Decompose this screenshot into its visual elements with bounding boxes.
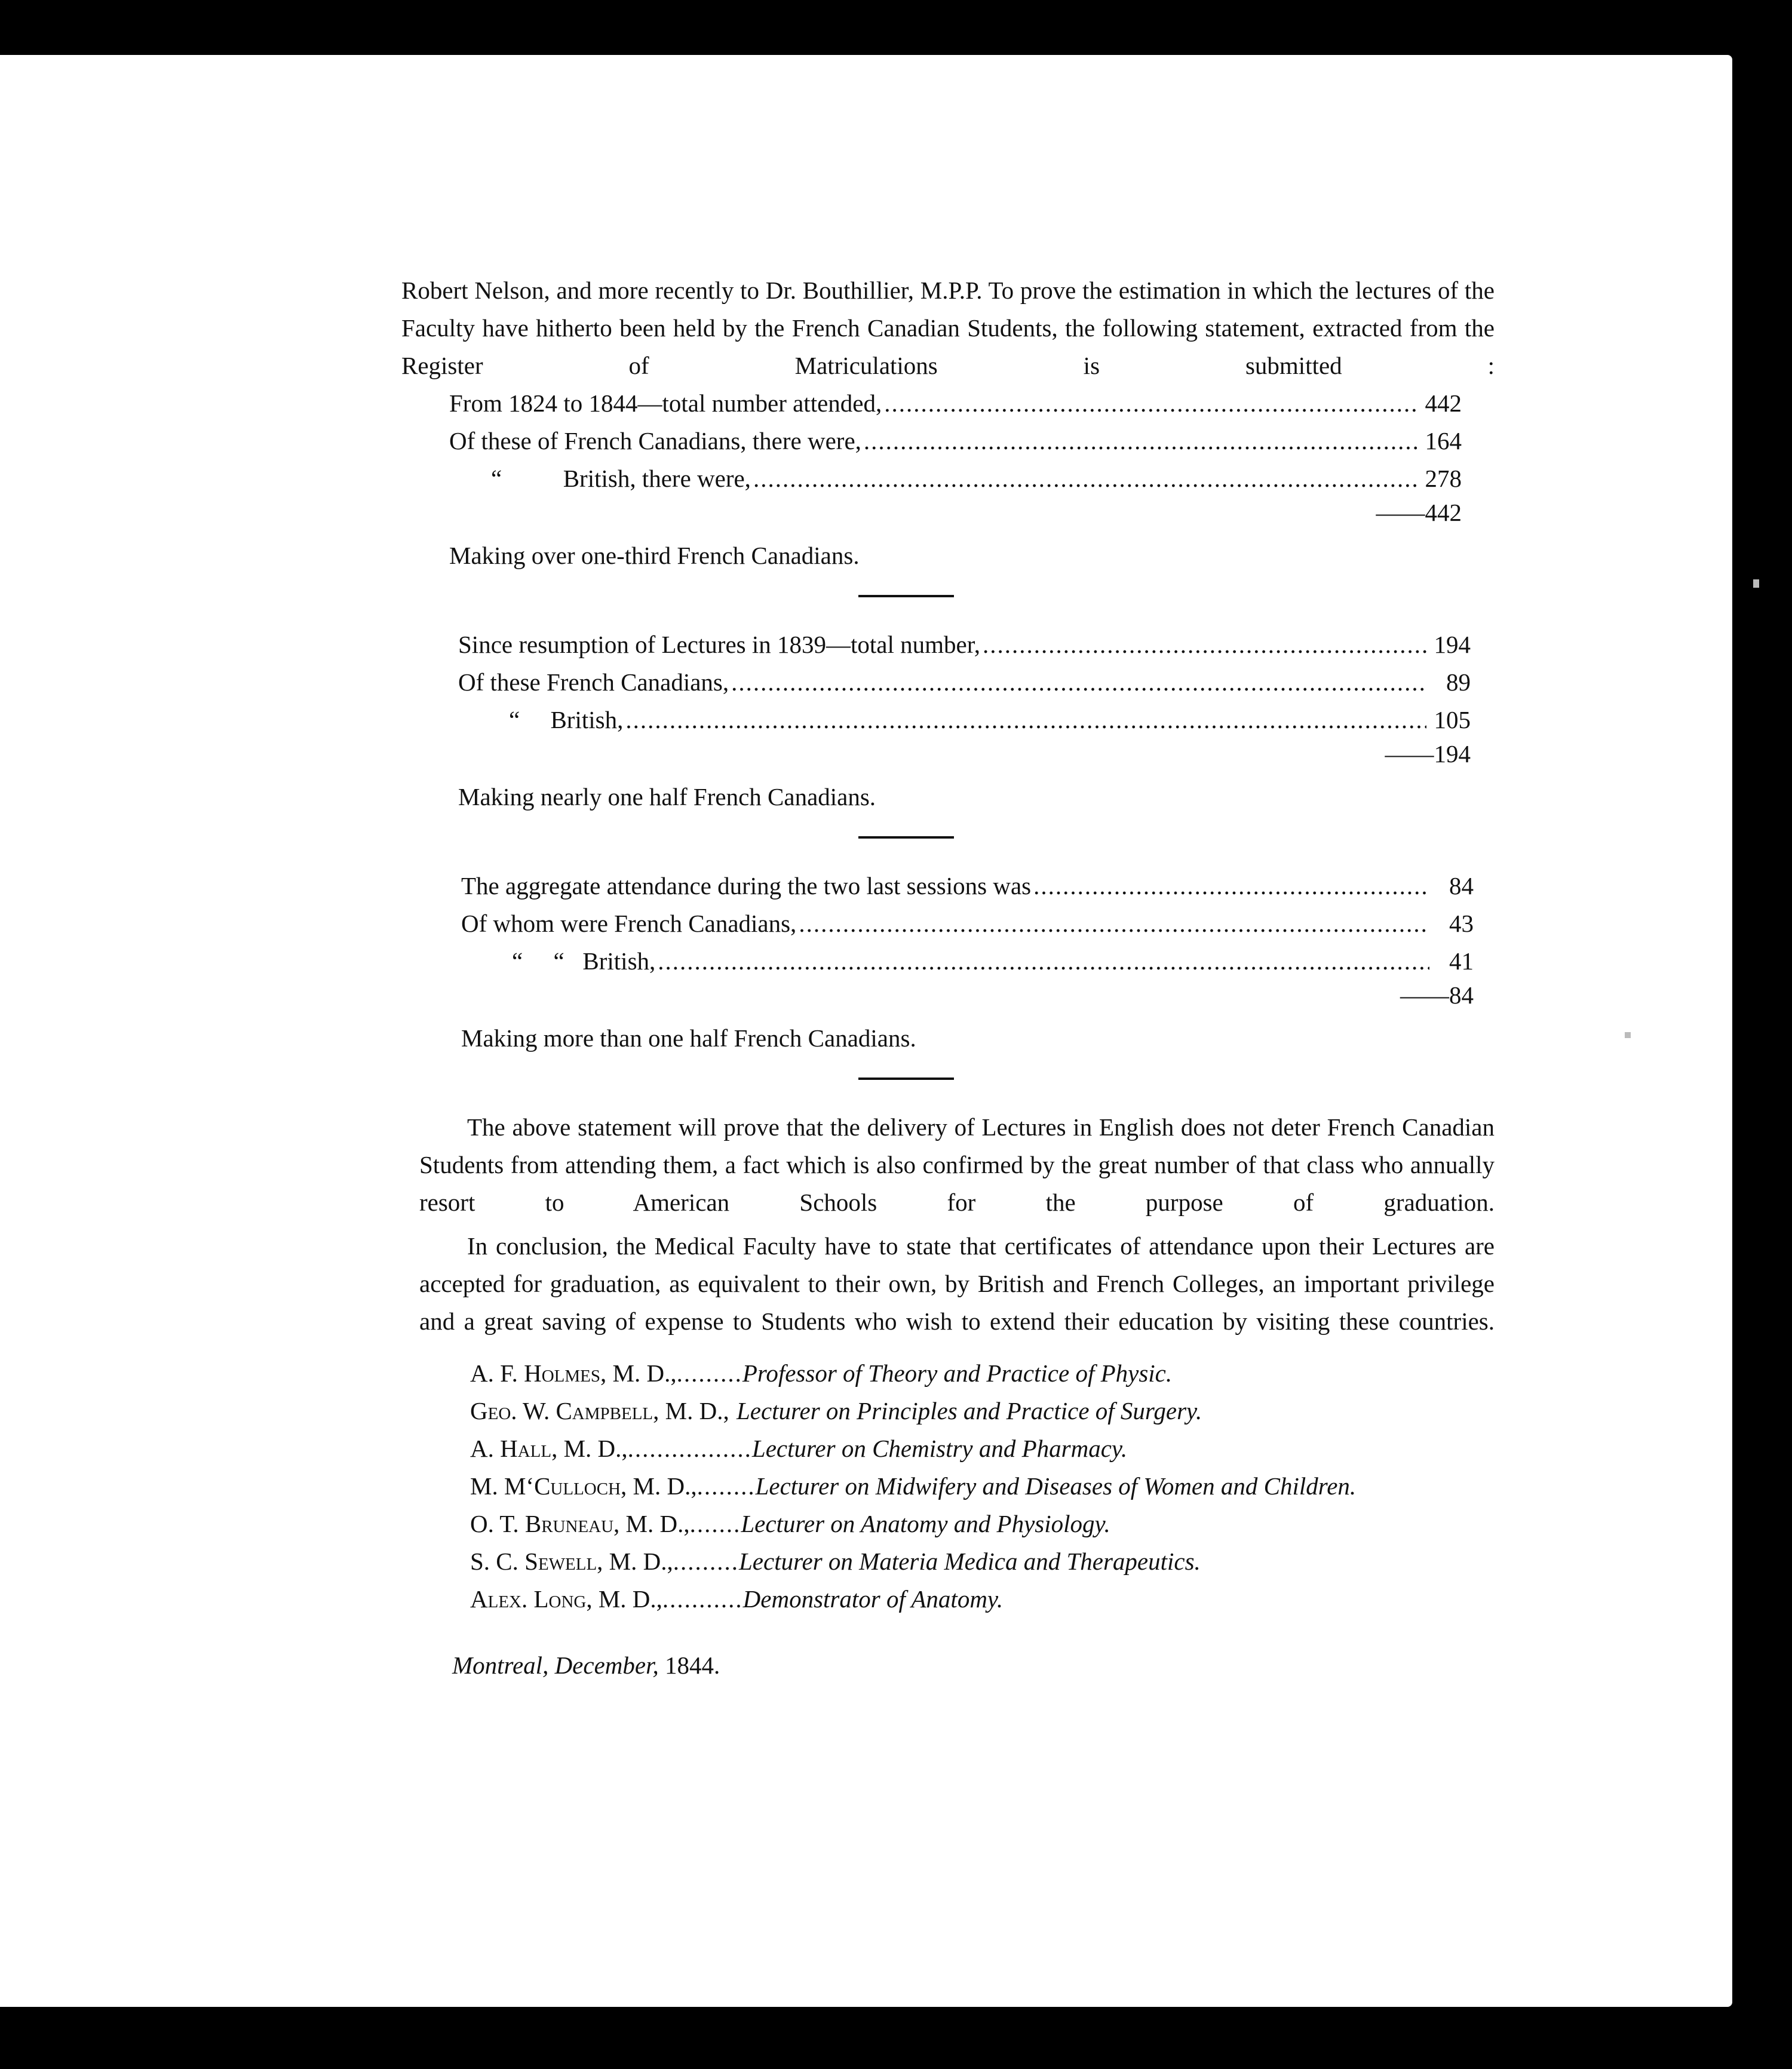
dot-leader: ....... bbox=[689, 1510, 741, 1537]
total-value: —— 84 bbox=[1400, 980, 1474, 1010]
row-value: 442 bbox=[1425, 389, 1462, 417]
row-label: The aggregate attendance during the two last sessions was bbox=[461, 872, 1032, 900]
signatory bbox=[470, 1430, 1495, 1468]
row-label: “ British, there were, bbox=[491, 465, 751, 492]
dot-leader bbox=[884, 385, 1417, 422]
table-total bbox=[458, 739, 1471, 769]
dot-leader: ................. bbox=[627, 1435, 752, 1462]
dateline-year: 1844. bbox=[665, 1651, 720, 1679]
signatory-name: S. C. Sewell, M. D., bbox=[470, 1548, 673, 1575]
section-divider bbox=[858, 1078, 954, 1080]
dateline bbox=[452, 1647, 1495, 1684]
signatory-title: Lecturer on Principles and Practice of Surgery. bbox=[736, 1397, 1202, 1425]
dot-leader bbox=[658, 943, 1429, 980]
table-total bbox=[449, 498, 1462, 527]
table-total bbox=[461, 980, 1474, 1010]
row-label: Of these French Canadians, bbox=[458, 668, 729, 696]
document-body bbox=[401, 272, 1495, 1684]
row-label: Of these of French Canadians, there were, bbox=[449, 427, 861, 455]
row-label: Of whom were French Canadians, bbox=[461, 910, 797, 937]
total-value: —— 194 bbox=[1385, 739, 1471, 769]
dot-leader bbox=[1033, 867, 1429, 905]
dot-leader bbox=[731, 664, 1426, 701]
signatory bbox=[470, 1392, 1495, 1430]
signatory-name: Alex. Long, M. D., bbox=[470, 1585, 662, 1613]
row-value: 105 bbox=[1434, 706, 1471, 733]
signatory-title: Lecturer on Materia Medica and Therapeutics. bbox=[739, 1548, 1201, 1575]
table-row bbox=[461, 867, 1474, 905]
body-paragraph: In conclusion, the Medical Faculty have to state that certificates of attendance upon their Lectures are accepted for graduation, as equivalent to their own, by British and French Colleges, an important privilege and a great saving of expense to Students who wish to extend their education by visiting these countries. bbox=[419, 1232, 1495, 1335]
section-divider bbox=[858, 595, 954, 597]
row-label: From 1824 to 1844—total number attended, bbox=[449, 389, 882, 417]
row-value: 278 bbox=[1425, 465, 1462, 492]
signatory-name: Geo. W. Campbell, M. D., bbox=[470, 1397, 729, 1425]
signatory bbox=[470, 1543, 1495, 1580]
opening-paragraph: Robert Nelson, and more recently to Dr. Bouthillier, M.P.P. To prove the estimation in which the lectures of the Faculty have hitherto been held by the French Canadian Students, the following statement, extracted from the Register of Matriculations is submitted : bbox=[401, 277, 1495, 379]
table-row bbox=[458, 626, 1471, 664]
table-row bbox=[461, 905, 1474, 943]
row-value: 43 bbox=[1449, 910, 1474, 937]
row-value: 41 bbox=[1449, 947, 1474, 975]
dot-leader: ......... bbox=[673, 1548, 739, 1575]
table-row bbox=[458, 664, 1471, 701]
dot-leader bbox=[799, 905, 1429, 943]
row-label: Since resumption of Lectures in 1839—total number, bbox=[458, 631, 980, 658]
row-label: “ British, bbox=[509, 706, 624, 733]
signatory-title: Demonstrator of Anatomy. bbox=[742, 1585, 1004, 1613]
row-label: “ “ British, bbox=[512, 947, 656, 975]
signatory bbox=[470, 1580, 1495, 1618]
signatory bbox=[470, 1505, 1495, 1543]
row-value: 194 bbox=[1434, 631, 1471, 658]
dot-leader: ........... bbox=[662, 1585, 743, 1613]
signatory bbox=[470, 1355, 1495, 1392]
signatory-title: Lecturer on Anatomy and Physiology. bbox=[741, 1510, 1110, 1537]
signatory bbox=[470, 1468, 1495, 1505]
signatory-title: Professor of Theory and Practice of Physic. bbox=[742, 1359, 1173, 1387]
table-row bbox=[449, 422, 1462, 460]
table-row bbox=[458, 701, 1471, 739]
attendance-table-1 bbox=[449, 385, 1462, 575]
dot-leader bbox=[625, 701, 1426, 739]
signatory-title: Lecturer on Chemistry and Pharmacy. bbox=[751, 1435, 1128, 1462]
dot-leader bbox=[729, 1392, 737, 1430]
table-row bbox=[449, 460, 1462, 498]
row-value: 89 bbox=[1446, 668, 1471, 696]
table-summary: Making nearly one half French Canadians. bbox=[458, 783, 876, 811]
table-summary: Making over one-third French Canadians. bbox=[449, 542, 860, 569]
attendance-table-3 bbox=[461, 867, 1474, 1057]
scan-speck bbox=[1753, 579, 1759, 588]
signatory-name: M. M‘Culloch, M. D., bbox=[470, 1472, 697, 1500]
table-summary: Making more than one half French Canadians. bbox=[461, 1024, 916, 1052]
signatory-name: O. T. Bruneau, M. D., bbox=[470, 1510, 690, 1537]
faculty-signatories bbox=[470, 1355, 1495, 1618]
table-row bbox=[449, 385, 1462, 422]
row-value: 84 bbox=[1449, 872, 1474, 900]
dot-leader bbox=[983, 626, 1426, 664]
signatory-name: A. Hall, M. D., bbox=[470, 1435, 628, 1462]
signatory-title: Lecturer on Midwifery and Diseases of Women and Children. bbox=[755, 1472, 1357, 1500]
attendance-table-2 bbox=[458, 626, 1471, 816]
dot-leader bbox=[864, 422, 1417, 460]
dot-leader: ........ bbox=[696, 1472, 756, 1500]
row-value: 164 bbox=[1425, 427, 1462, 455]
dot-leader: ......... bbox=[676, 1359, 742, 1387]
total-value: —— 442 bbox=[1376, 498, 1462, 527]
table-row bbox=[461, 943, 1474, 980]
dateline-place: Montreal, December, bbox=[452, 1651, 659, 1679]
signatory-name: A. F. Holmes, M. D., bbox=[470, 1359, 677, 1387]
body-paragraph: The above statement will prove that the delivery of Lectures in English does not deter French Canadian Students from attending them, a fact which is also confirmed by the great number of that class who annually resort to American Schools for the purpose of graduation. bbox=[419, 1113, 1495, 1216]
dot-leader bbox=[753, 460, 1417, 498]
section-divider bbox=[858, 836, 954, 839]
scan-speck bbox=[1625, 1032, 1631, 1038]
